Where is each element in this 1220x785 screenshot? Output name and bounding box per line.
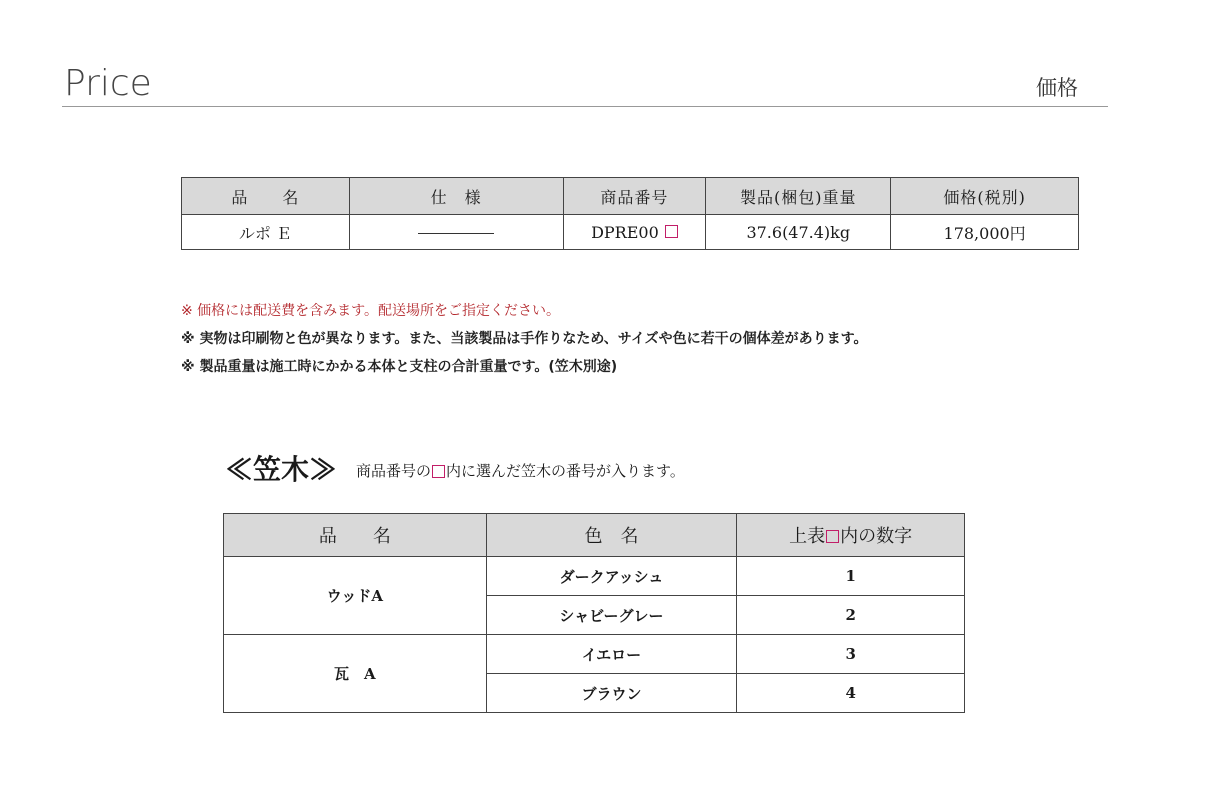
kasagi-title: ≪笠木≫: [225, 453, 338, 486]
color-number: 3: [737, 635, 965, 674]
page-header: [62, 62, 1108, 107]
color-number: 2: [737, 596, 965, 635]
header-number-after: 内の数字: [840, 526, 913, 547]
column-header-spec: 仕 様: [349, 178, 563, 215]
color-name: シャビーグレー: [486, 596, 737, 635]
note-weight: ※ 製品重量は施工時にかかる本体と支柱の合計重量です。(笠木別途): [181, 359, 618, 375]
product-name: ルポ Ｅ: [182, 215, 350, 250]
product-weight: 37.6(47.4)kg: [706, 215, 891, 250]
kasagi-name: 瓦 A: [224, 635, 487, 713]
header-number-before: 上表: [789, 526, 826, 547]
kasagi-desc-before: 商品番号の: [356, 462, 432, 480]
column-header-code: 商品番号: [563, 178, 706, 215]
column-header-weight: 製品(梱包)重量: [706, 178, 891, 215]
color-name: イエロー: [486, 635, 737, 674]
note-color-difference: ※ 実物は印刷物と色が異なります。また、当該製品は手作りなため、サイズや色に若干の個体差があります。: [181, 331, 868, 347]
product-code-cell: [563, 215, 706, 250]
kasagi-desc-after: 内に選んだ笠木の番号が入ります。: [446, 462, 685, 480]
table-row: [182, 215, 1079, 250]
note-delivery: ※ 価格には配送費を含みます。配送場所をご指定ください。: [181, 303, 561, 319]
column-header-name: 品 名: [182, 178, 350, 215]
table-row: [224, 557, 965, 596]
product-code: DPRE00: [591, 222, 659, 242]
kasagi-table: [223, 513, 965, 713]
column-header-price: 価格(税別): [891, 178, 1079, 215]
color-number: 4: [737, 674, 965, 713]
color-name: ダークアッシュ: [486, 557, 737, 596]
kasagi-table-header-row: [224, 514, 965, 557]
price-table-header-row: [182, 178, 1079, 215]
kasagi-name: ウッドA: [224, 557, 487, 635]
color-number: 1: [737, 557, 965, 596]
page-title-jp: 価格: [1036, 76, 1078, 100]
product-spec: [349, 215, 563, 250]
notes: [181, 297, 868, 381]
column-header-number: [737, 514, 965, 557]
page-title: Price: [64, 63, 152, 104]
column-header-name: 品 名: [224, 514, 487, 557]
placeholder-box-icon: [665, 225, 678, 238]
column-header-color: 色 名: [486, 514, 737, 557]
placeholder-box-icon: [432, 465, 445, 478]
price-table: [181, 177, 1079, 250]
kasagi-description: [356, 461, 685, 481]
dash-line: [418, 233, 494, 234]
color-name: ブラウン: [486, 674, 737, 713]
product-price: 178,000円: [891, 215, 1079, 250]
table-row: [224, 635, 965, 674]
placeholder-box-icon: [826, 530, 839, 543]
